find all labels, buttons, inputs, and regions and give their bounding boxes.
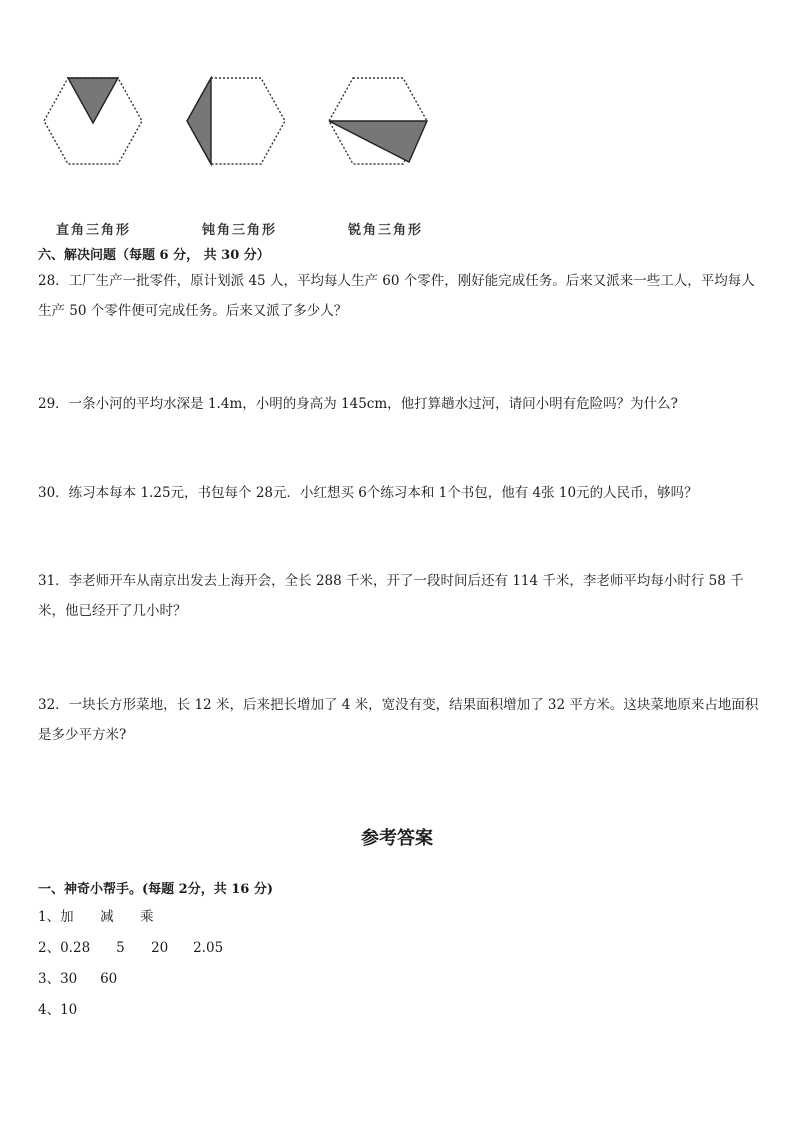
answer-item: 10 xyxy=(60,1002,78,1018)
question-29: 29．一条小河的平均水深是 1.4m，小明的身高为 145cm，他打算趟水过河，请问小明有危险吗？为什么? xyxy=(38,396,678,412)
answer-row-1 xyxy=(38,905,154,925)
answer-num: 1、 xyxy=(38,909,61,925)
answer-item: 30 xyxy=(60,971,78,987)
answer-item: 60 xyxy=(100,971,118,987)
answer-item: 加 xyxy=(60,909,74,925)
answer-item: 2.05 xyxy=(193,940,224,956)
answer-row-2 xyxy=(38,936,223,956)
answer-item: 5 xyxy=(116,940,125,956)
question-28: 28．工厂生产一批零件，原计划派 45 人，平均每人生产 60 个零件，刚好能完成任务。后来又派来一些工人，平均每人生产 50 个零件便可完成任务。后来又派了多少人？ xyxy=(38,273,755,319)
figure-label-obtuse: 钝角三角形 xyxy=(202,223,278,238)
answer-item: 减 xyxy=(100,909,114,925)
answer-item: 20 xyxy=(151,940,169,956)
figure-label-acute: 锐角三角形 xyxy=(348,223,424,238)
answers-title: 参考答案 xyxy=(361,828,433,849)
figure-obtuse-triangle xyxy=(183,74,289,168)
figure-right-triangle xyxy=(40,74,146,168)
answer-item: 0.28 xyxy=(60,940,91,956)
question-31: 31．李老师开车从南京出发去上海开会，全长 288 千米，开了一段时间后还有 114 千米，李老师平均每小时行 58 千米，他已经开了几小时？ xyxy=(38,573,744,619)
answer-item: 乘 xyxy=(140,909,154,925)
figure-acute-triangle xyxy=(325,74,431,168)
answer-row-3 xyxy=(38,967,117,987)
answer-num: 2、 xyxy=(38,940,61,956)
answers-section1-title: 一、神奇小帮手。(每题 2分，共 16 分) xyxy=(38,882,274,897)
section-title: 六、解决问题（每题 6 分， 共 30 分） xyxy=(38,248,270,263)
figure-label-right: 直角三角形 xyxy=(56,223,132,238)
answer-row-4 xyxy=(38,998,77,1018)
answer-num: 3、 xyxy=(38,971,61,987)
answer-num: 4、 xyxy=(38,1002,61,1018)
question-32: 32．一块长方形菜地，长 12 米，后来把长增加了 4 米，宽没有变，结果面积增加了 32 平方米。这块菜地原来占地面积是多少平方米? xyxy=(38,697,759,743)
question-30: 30．练习本每本 1.25元，书包每个 28元．小红想买 6个练习本和 1个书包，他有 4张 10元的人民币，够吗？ xyxy=(38,485,698,501)
